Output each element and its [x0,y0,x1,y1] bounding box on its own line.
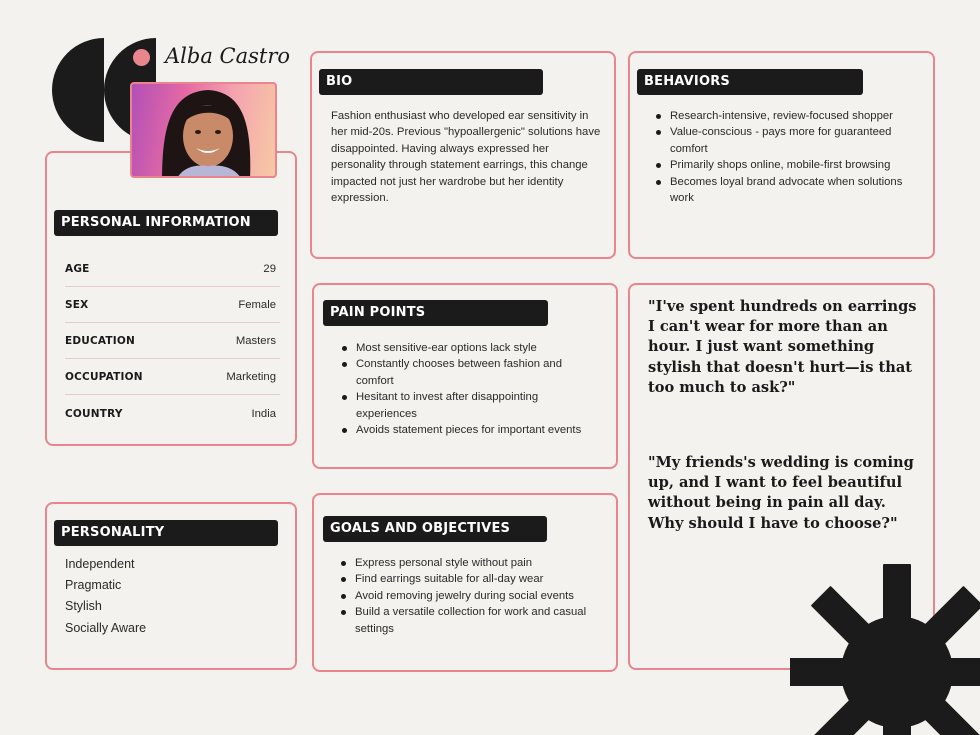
list-item: Becomes loyal brand advocate when solutions work [652,174,918,207]
info-row-education [65,323,280,359]
personal-info-header: PERSONAL INFORMATION [54,210,278,236]
starburst-decoration-icon [790,560,980,735]
list-item: Build a versatile collection for work and casual settings [337,604,601,637]
quote-2: "My friends's wedding is coming up, and I want to feel beautiful without being in pain all day. Why should I have to choose?" [648,454,914,532]
avatar [130,82,277,178]
pink-dot-icon [133,49,150,66]
bio-text: Fashion enthusiast who developed ear sensitivity in her mid-20s. Previous "hypoallergenic" solutions have disappointed. Having always expressed her personality through statement earrings, this change impacted not just her wardrobe but her identity expression. [331,110,601,205]
list-item: Express personal style without pain [337,555,601,571]
list-item: Find earrings suitable for all-day wear [337,571,601,587]
info-label: COUNTRY [65,408,123,420]
list-item: Avoids statement pieces for important events [338,422,600,438]
info-value: Female [238,299,276,311]
person-portrait-icon [132,84,277,178]
list-item: Avoid removing jewelry during social events [337,588,601,604]
goals-header: GOALS AND OBJECTIVES [323,516,547,542]
personality-header: PERSONALITY [54,520,278,546]
info-label: EDUCATION [65,335,136,347]
persona-name: Alba Castro [165,44,291,68]
personality-trait: Pragmatic [65,578,122,592]
list-item: Value-conscious - pays more for guaranteed comfort [652,124,918,157]
quote-1: "I've spent hundreds on earrings I can't wear for more than an hour. I just want something stylish that doesn't hurt—is that too much to ask?" [648,298,917,396]
info-row-occupation [65,359,280,395]
info-row-country [65,396,280,432]
info-label: AGE [65,263,90,275]
info-value: Masters [235,335,276,347]
personality-trait: Independent [65,557,135,571]
pain-points-list [338,340,600,438]
bio-header: BIO [319,69,543,95]
bio-card [310,51,616,259]
behaviors-list [652,108,918,206]
info-value: 29 [263,263,276,275]
list-item: Hesitant to invest after disappointing experiences [338,389,600,422]
personality-trait: Stylish [65,599,102,613]
goals-card [312,493,618,672]
info-value: India [251,408,276,420]
list-item: Research-intensive, review-focused shopper [652,108,918,124]
personality-card [45,502,297,670]
list-item: Primarily shops online, mobile-first browsing [652,157,918,173]
behaviors-header: BEHAVIORS [637,69,863,95]
personality-trait: Socially Aware [65,621,147,635]
personal-info-card [45,151,297,446]
info-value: Marketing [226,371,276,383]
info-label: OCCUPATION [65,371,143,383]
list-item: Constantly chooses between fashion and comfort [338,356,600,389]
list-item: Most sensitive-ear options lack style [338,340,600,356]
info-row-sex [65,287,280,323]
pain-points-card [312,283,618,469]
goals-list [337,555,601,637]
pain-points-header: PAIN POINTS [323,300,548,326]
behaviors-card [628,51,935,259]
info-label: SEX [65,299,89,311]
info-row-age [65,251,280,287]
